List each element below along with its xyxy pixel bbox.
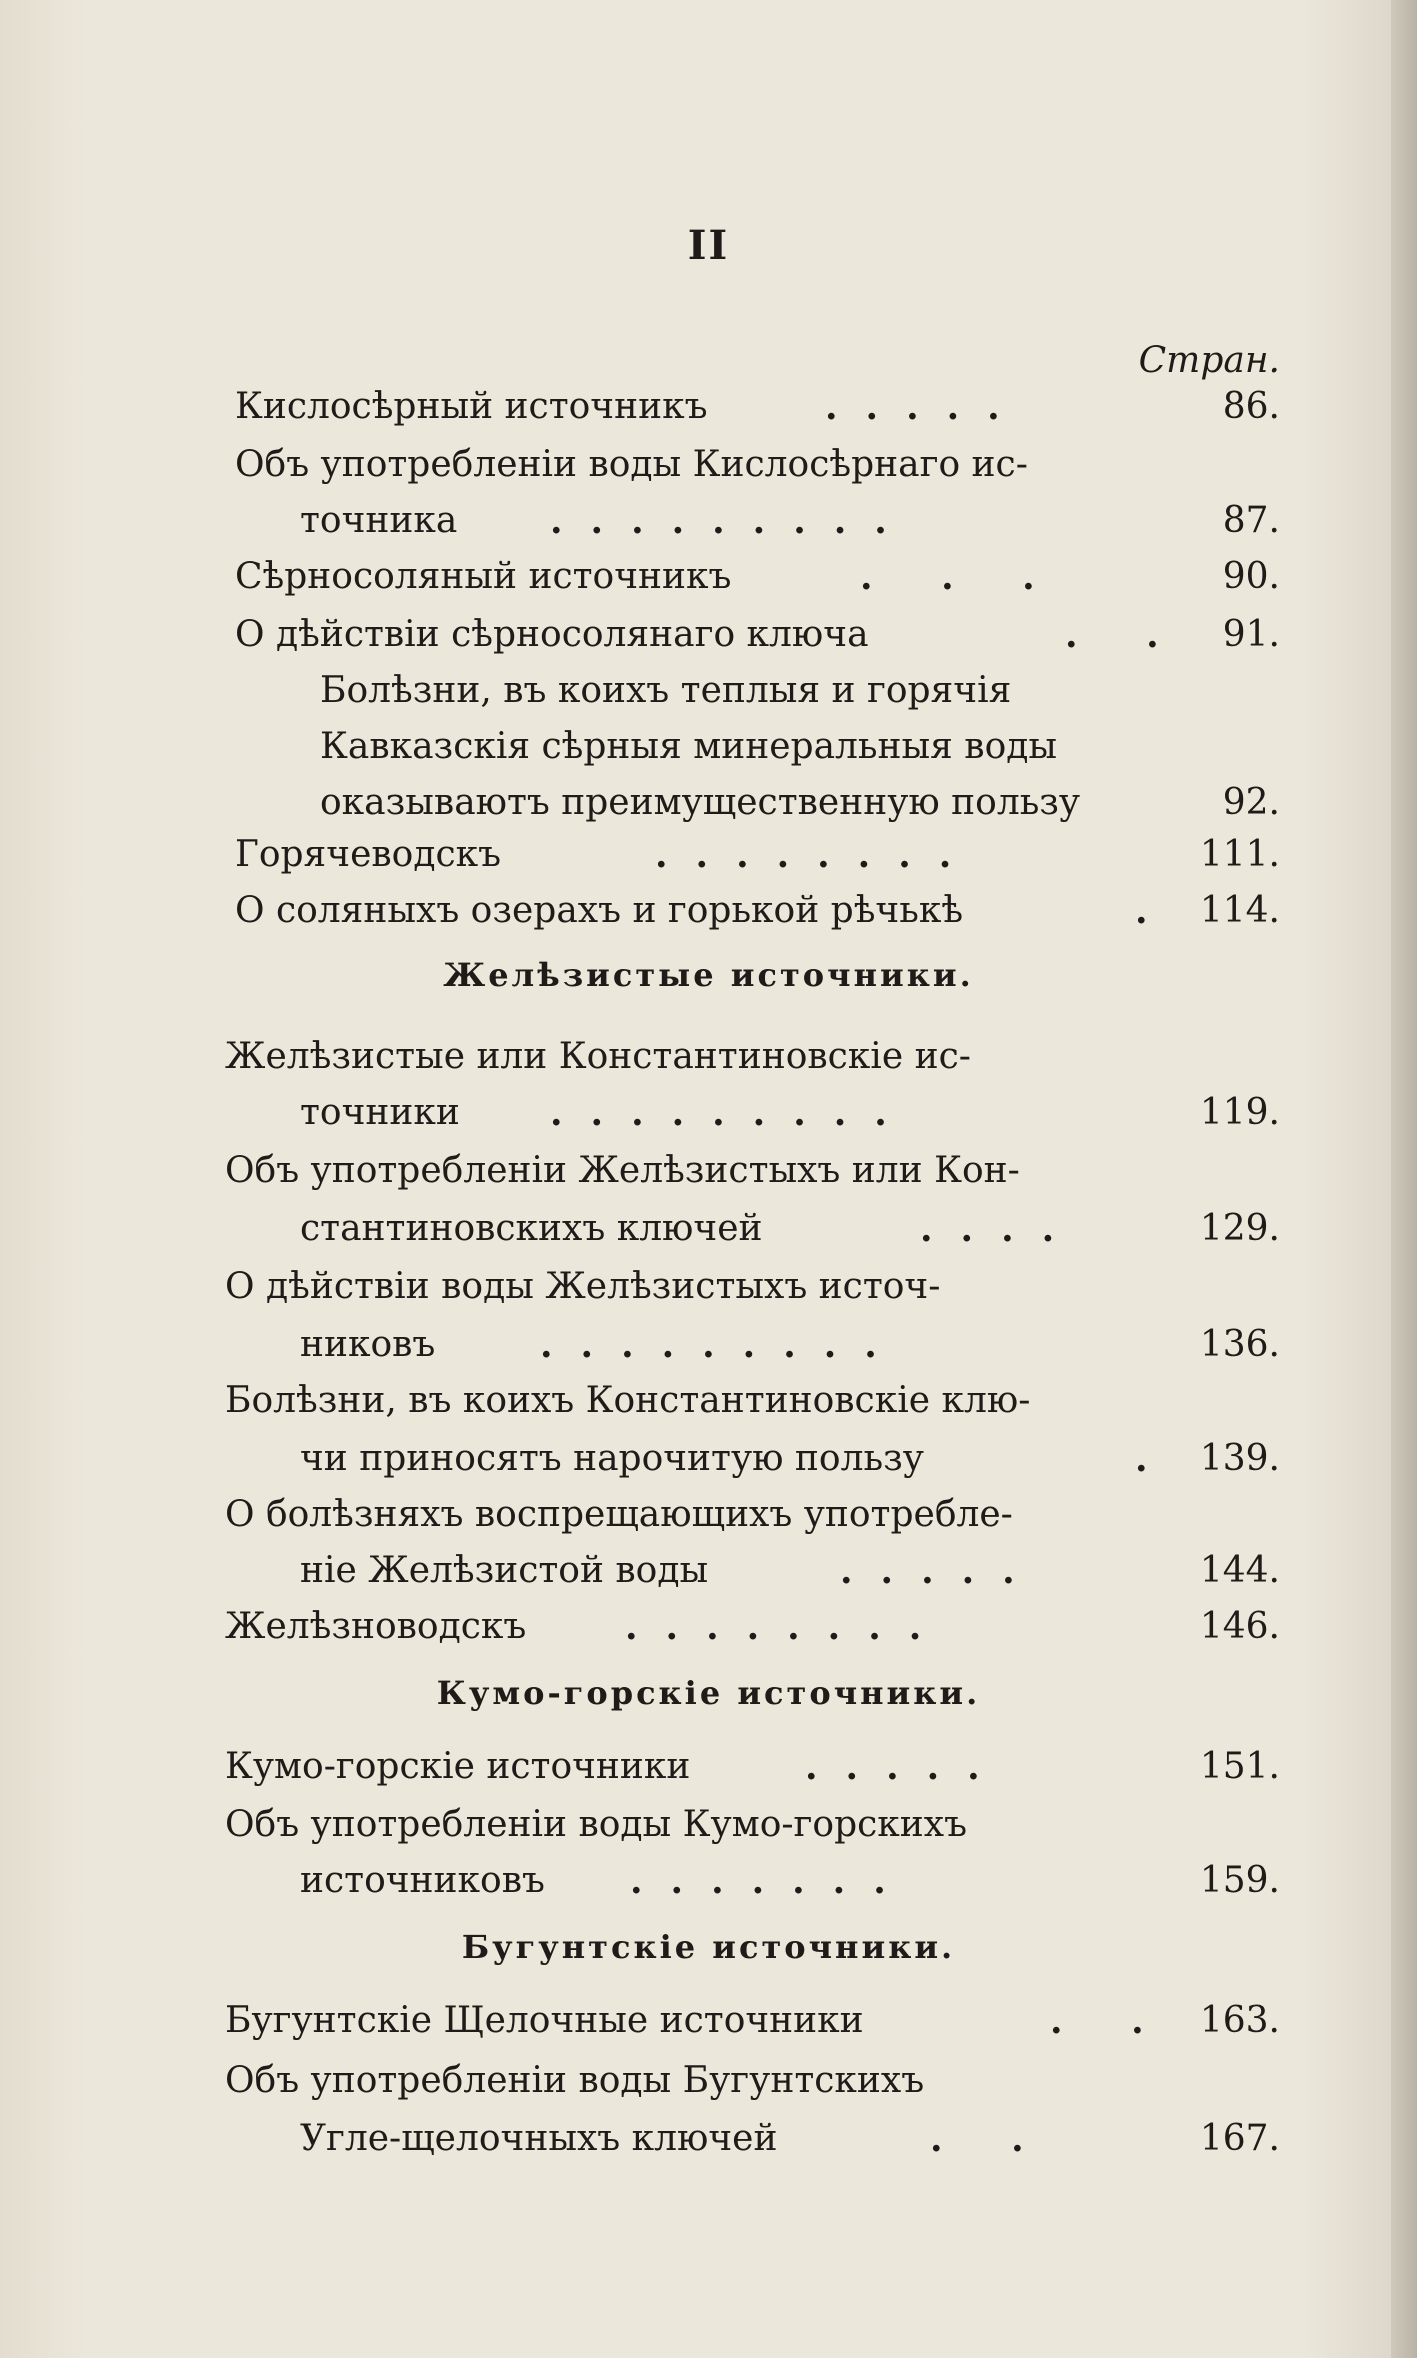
toc-entry: Бугунтскіе Щелочные источники . . 163. [225,1996,1280,2046]
leader-dots: . [1135,1438,1176,1480]
leader-dots: . . [930,2118,1052,2160]
section-heading: Желѣзистые источники. [443,956,974,994]
leader-dots: ......... [550,500,915,542]
leader-dots: ..... [825,386,1028,428]
toc-entry: О соляныхъ озерахъ и горькой рѣчькѣ . 114. [235,886,1280,936]
toc-entry: никовъ ......... 136. [300,1320,1280,1370]
leader-dots: . . [1065,614,1187,656]
leader-dots: ....... [630,1860,914,1902]
toc-entry: Кумо-горскіе источники ..... 151. [225,1742,1280,1792]
toc-entry: Объ употребленіи воды Кумо-горскихъ [225,1804,967,1845]
toc-entry: оказываютъ преимущественную пользу 92. [320,782,1280,823]
leader-dots: . [1135,890,1176,932]
leader-dots: . . . [860,556,1063,598]
toc-entry: Сѣрносоляный источникъ . . . 90. [235,552,1280,602]
toc-entry: Желѣзистые или Константиновскіе ис- [225,1036,971,1077]
page-column-label: Стран. [1138,340,1280,381]
toc-entry: Угле-щелочныхъ ключей . . 167. [300,2114,1280,2164]
toc-entry: О дѣйствіи воды Желѣзистыхъ источ- [225,1266,941,1307]
page-edge [1391,0,1417,2358]
leader-dots: ......... [540,1324,905,1366]
toc-entry: Кавказскія сѣрныя минеральныя воды [320,726,1058,767]
leader-dots: .... [920,1208,1083,1250]
leader-dots: ..... [840,1550,1043,1592]
leader-dots: ........ [655,834,980,876]
leader-dots: ..... [805,1746,1008,1788]
toc-entry: Кислосѣрный источникъ ..... 86. [235,382,1280,432]
toc-entry: Желѣзноводскъ ........ 146. [225,1602,1280,1652]
leader-dots: ........ [625,1606,950,1648]
toc-entry: стантиновскихъ ключей .... 129. [300,1204,1280,1254]
toc-entry: точники ......... 119. [300,1088,1280,1138]
page-number: II [687,222,730,269]
toc-entry: источниковъ ....... 159. [300,1856,1280,1906]
section-heading: Кумо-горскіе источники. [436,1674,981,1712]
toc-entry: О дѣйствіи сѣрносолянаго ключа . . 91. [235,610,1280,660]
toc-entry: Болѣзни, въ коихъ теплыя и горячія [320,670,1012,711]
toc-entry: чи приносятъ нарочитую пользу . 139. [300,1434,1280,1484]
toc-entry: О болѣзняхъ воспрещающихъ употребле- [225,1494,1013,1535]
toc-entry: ніе Желѣзистой воды ..... 144. [300,1546,1280,1596]
toc-entry: Болѣзни, въ коихъ Константиновскіе клю- [225,1380,1031,1421]
leader-dots: ......... [550,1092,915,1134]
toc-entry: Горячеводскъ ........ 111. [235,830,1280,880]
leader-dots: . . [1050,2000,1172,2042]
toc-entry: Объ употребленіи Желѣзистыхъ или Кон- [225,1150,1020,1191]
toc-entry: Объ употребленіи воды Кислосѣрнаго ис- [235,444,1028,485]
section-heading: Бугунтскіе источники. [461,1928,956,1966]
toc-entry: Объ употребленіи воды Бугунтскихъ [225,2060,925,2101]
toc-entry: точника ......... 87. [300,496,1280,546]
